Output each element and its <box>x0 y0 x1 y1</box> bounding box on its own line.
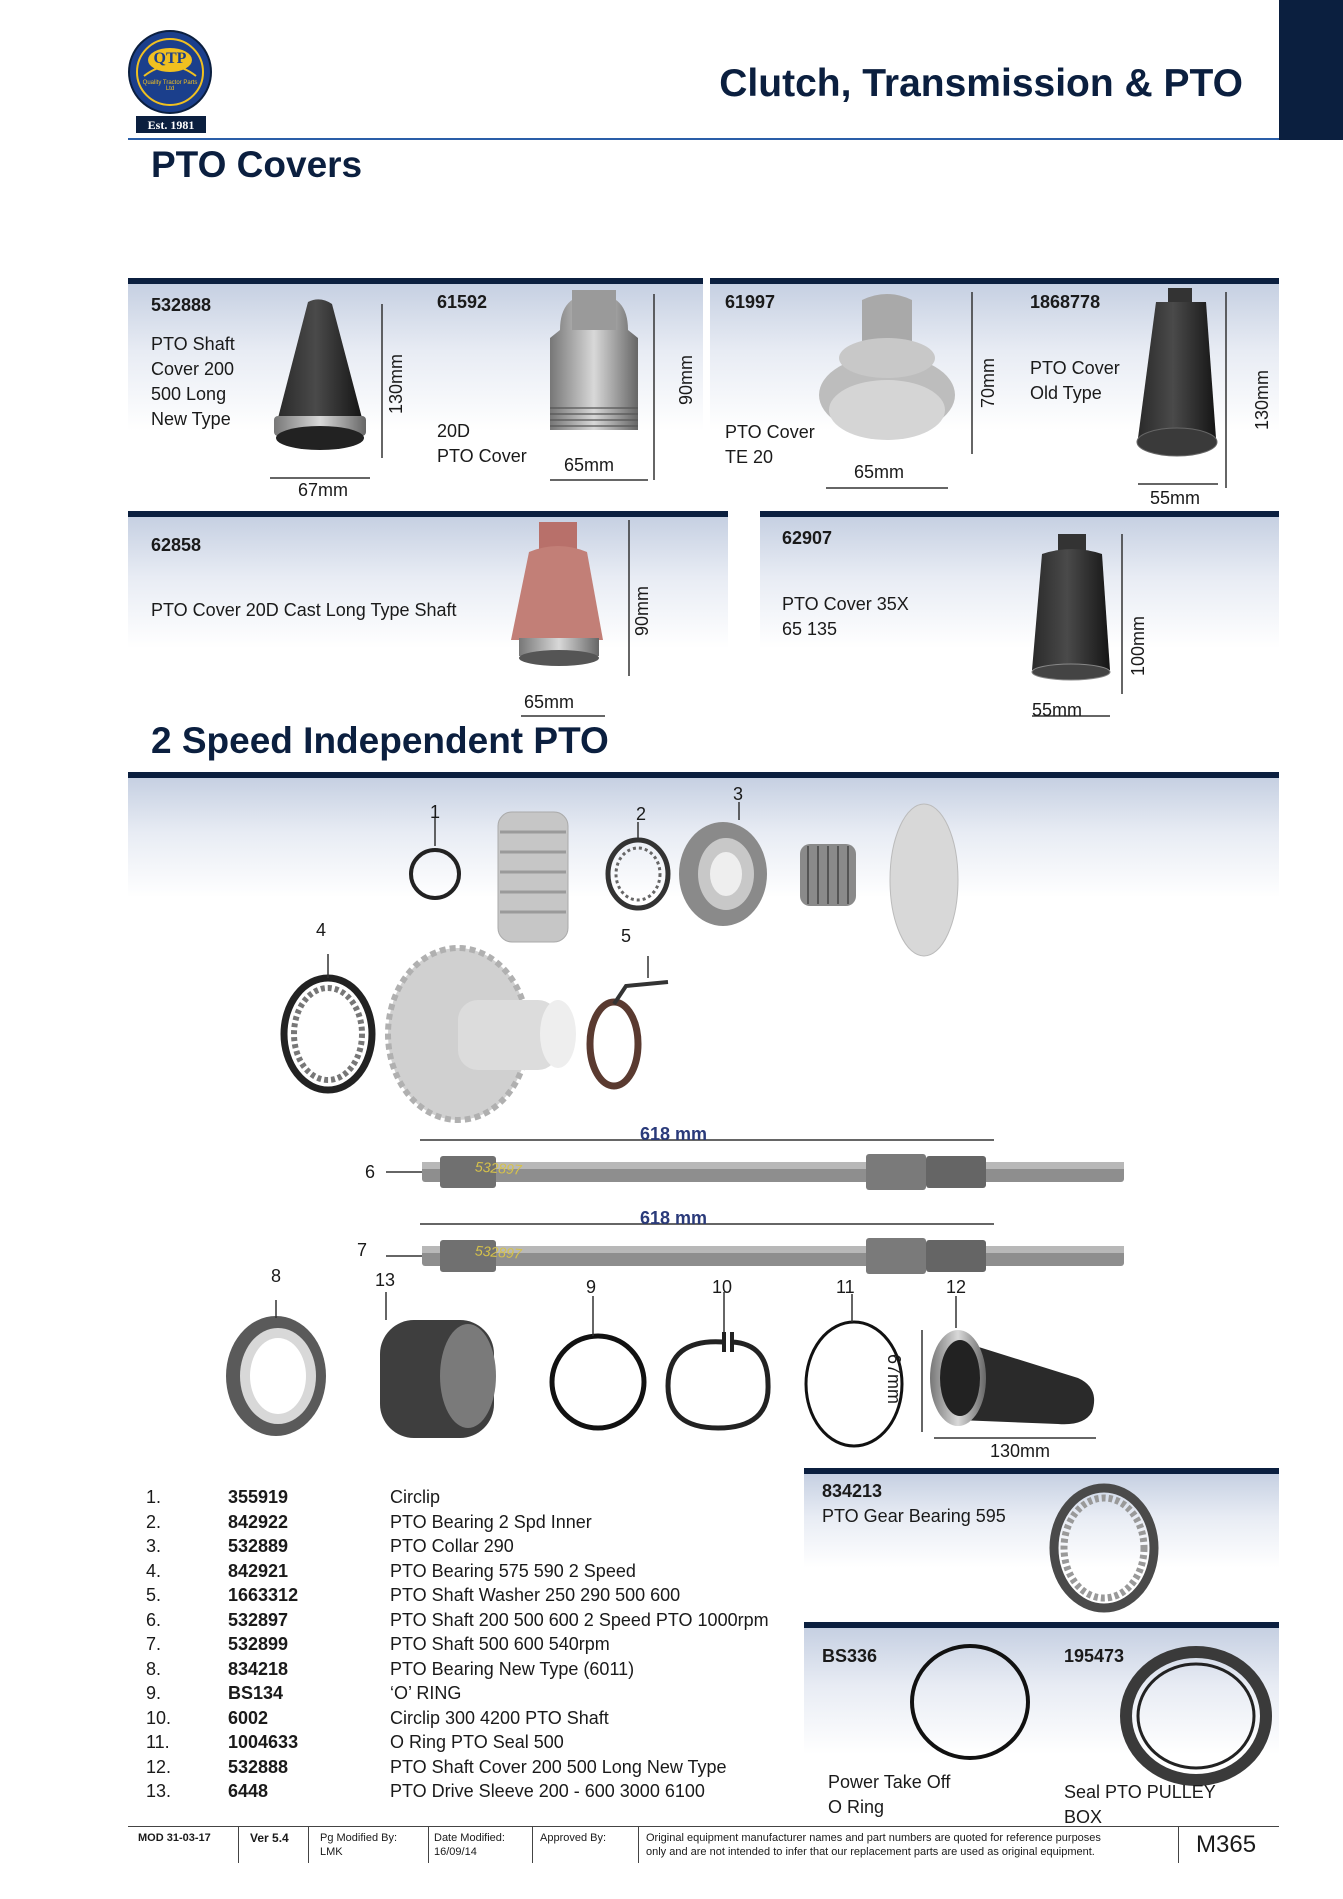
pto-cover-532888-image <box>270 298 390 498</box>
pto-cover-61997-image <box>812 290 987 490</box>
logo-text: QTP <box>153 50 187 67</box>
header-divider <box>128 138 1279 140</box>
part-number: 61592 <box>437 292 488 312</box>
list-item: 7. 532899 PTO Shaft 500 600 540rpm <box>146 1634 610 1654</box>
list-item: 13. 6448 PTO Drive Sleeve 200 - 600 3000 6100 <box>146 1781 705 1801</box>
list-item: 4. 842921 PTO Bearing 575 590 2 Speed <box>146 1560 636 1581</box>
part-number: 834213 <box>822 1481 883 1501</box>
part-description: PTO Cover 20D Cast Long Type Shaft <box>151 600 457 620</box>
callout-number: 7 <box>357 1240 368 1260</box>
part-description: PTO Shaft Cover 200 500 Long New Type <box>151 334 235 429</box>
callout-number: 10 <box>712 1277 733 1297</box>
bearing-834213-image <box>1050 1484 1160 1614</box>
dimension-width: 55mm <box>1150 488 1201 508</box>
list-item: 11. 1004633 O Ring PTO Seal 500 <box>146 1732 564 1752</box>
logo-est: Est. 1981 <box>147 118 195 132</box>
pto-cover-1868778-image <box>1134 288 1249 498</box>
parts-list <box>146 1485 769 1804</box>
list-item: 8. 834218 PTO Bearing New Type (6011) <box>146 1658 635 1679</box>
part-number: BS336 <box>822 1646 878 1666</box>
callout-number: 12 <box>946 1277 967 1297</box>
part-description: 20D PTO Cover <box>437 421 527 466</box>
list-item: 12. 532888 PTO Shaft Cover 200 500 Long New Type <box>146 1756 727 1777</box>
callout-number: 1 <box>430 802 441 822</box>
footer <box>128 1826 1279 1864</box>
callout-number: 6 <box>365 1162 376 1182</box>
dimension-height: 90mm <box>676 354 696 405</box>
dimension-width: 130mm <box>990 1441 1051 1461</box>
callout-number: 2 <box>636 804 647 824</box>
list-item: 2. 842922 PTO Bearing 2 Spd Inner <box>146 1511 592 1532</box>
dimension-width: 65mm <box>854 462 905 482</box>
shaft-marking: 532897 <box>474 1242 523 1262</box>
part-number: 62907 <box>782 528 833 548</box>
callout-number: 9 <box>586 1277 597 1297</box>
callout-number: 8 <box>271 1266 282 1286</box>
list-item: 6. 532897 PTO Shaft 200 500 600 2 Speed PTO 1000rpm <box>146 1609 769 1630</box>
shaft-marking: 532897 <box>474 1158 523 1178</box>
footer-version: Ver 5.4 <box>250 1831 289 1845</box>
footer-date-modified: Date Modified: 16/09/14 <box>434 1832 505 1858</box>
dimension-height: 67mm <box>884 1354 904 1405</box>
part-description: Power Take Off O Ring <box>828 1772 951 1817</box>
list-item: 1. 355919 Circlip <box>146 1487 441 1507</box>
section-title-two-speed: 2 Speed Independent PTO <box>151 720 609 761</box>
callout-number: 5 <box>621 926 632 946</box>
list-item: 3. 532889 PTO Collar 290 <box>146 1536 514 1556</box>
dimension-width: 55mm <box>1032 700 1083 720</box>
dimension-height: 90mm <box>632 585 652 636</box>
part-description: PTO Cover TE 20 <box>725 422 815 467</box>
page-number: M365 <box>1196 1831 1257 1858</box>
part-number: 195473 <box>1064 1646 1125 1666</box>
dimension-width: 65mm <box>564 455 615 475</box>
page-category: Clutch, Transmission & PTO <box>719 62 1243 105</box>
shaft-length: 618 mm <box>640 1208 708 1228</box>
part-description: PTO Cover 35X 65 135 <box>782 594 909 639</box>
callout-number: 13 <box>375 1270 396 1290</box>
list-item: 5. 1663312 PTO Shaft Washer 250 290 500 600 <box>146 1585 681 1605</box>
footer-pg-modified: Pg Modified By: LMK <box>320 1832 398 1858</box>
part-number: 532888 <box>151 295 212 315</box>
callout-number: 3 <box>733 784 744 804</box>
footer-mod: MOD 31-03-17 <box>138 1832 211 1844</box>
footer-approved: Approved By: <box>540 1832 607 1844</box>
part-number: 61997 <box>725 292 776 312</box>
logo-tagline: Quality Tractor Parts Ltd <box>142 80 198 92</box>
dimension-height: 130mm <box>1252 369 1272 430</box>
part-description: Seal PTO PULLEY BOX <box>1064 1782 1216 1827</box>
o-ring-bs336-image <box>908 1640 1038 1770</box>
qtp-logo <box>128 30 212 134</box>
part-description: PTO Cover Old Type <box>1030 358 1120 403</box>
part-number: 62858 <box>151 535 202 555</box>
exploded-view-diagram <box>128 772 1279 1472</box>
dimension-height: 100mm <box>1128 615 1148 676</box>
header-corner-bar <box>1279 0 1343 140</box>
list-item: 9. BS134 ‘O’ RING <box>146 1683 462 1703</box>
dimension-width: 67mm <box>298 480 349 500</box>
callout-number: 11 <box>836 1277 855 1297</box>
list-item: 10. 6002 Circlip 300 4200 PTO Shaft <box>146 1707 609 1728</box>
seal-195473-image <box>1122 1648 1272 1788</box>
section-title-pto-covers: PTO Covers <box>151 144 363 185</box>
shaft-length: 618 mm <box>640 1124 708 1144</box>
part-number: 1868778 <box>1030 292 1101 312</box>
dimension-width: 65mm <box>524 692 575 712</box>
footer-disclaimer: Original equipment manufacturer names and part numbers are quoted for reference purposes only and are not intended to infer that our replacement parts are used as original equipment. <box>646 1832 1101 1858</box>
callout-number: 4 <box>316 920 327 940</box>
dimension-height: 70mm <box>978 357 998 408</box>
dimension-height: 130mm <box>386 353 406 414</box>
part-description: PTO Gear Bearing 595 <box>822 1506 1006 1526</box>
